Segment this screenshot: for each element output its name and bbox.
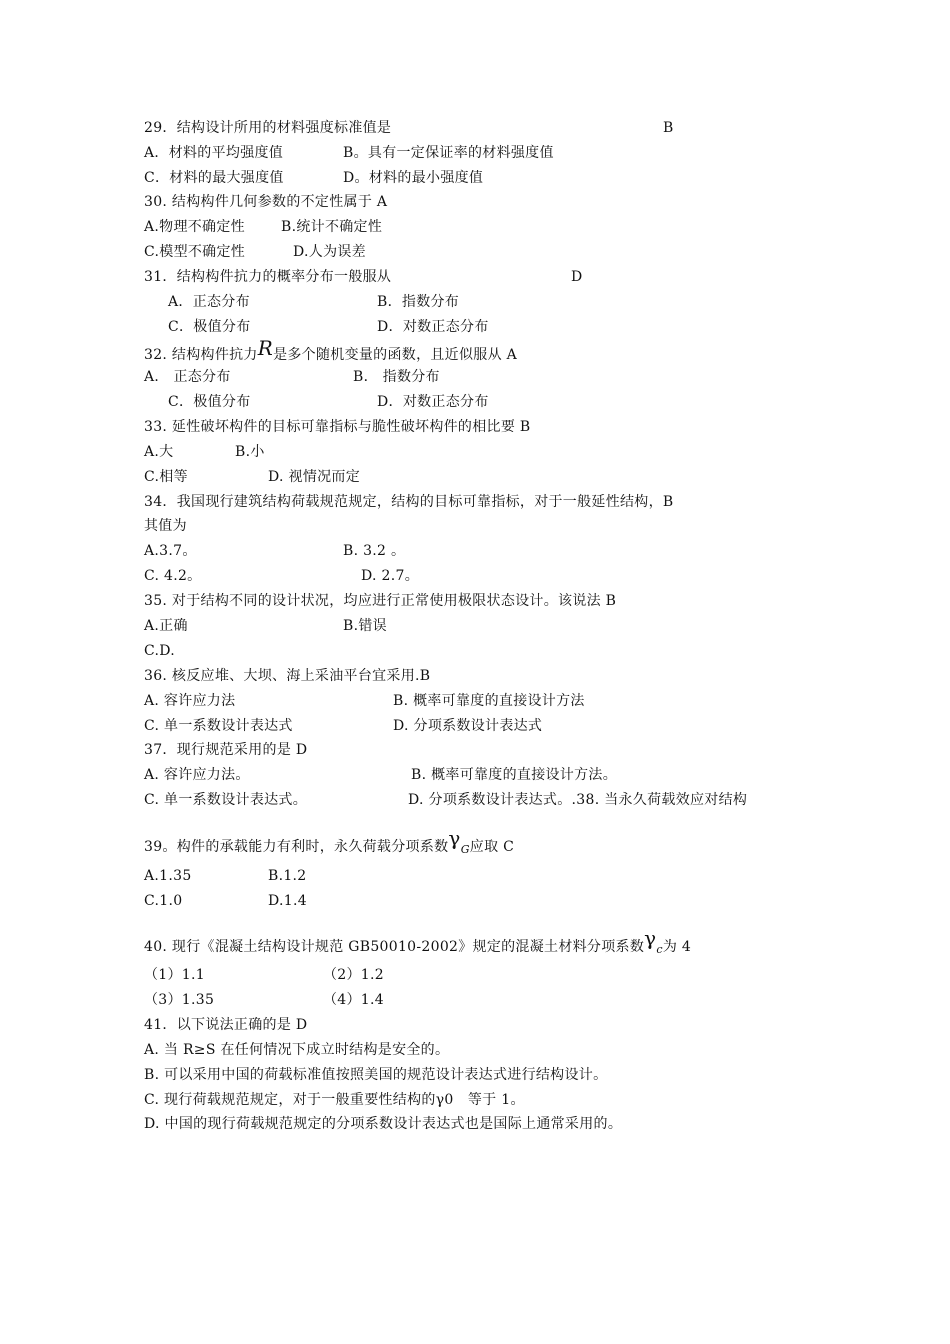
question-35-stem: 35. 对于结构不同的设计状况，均应进行正常使用极限状态设计。该说法 B — [144, 593, 617, 609]
question-36-option-d: D. 分项系数设计表达式 — [393, 718, 543, 734]
question-29-option-d: D。材料的最小强度值 — [343, 170, 484, 186]
question-29-stem: 29．结构设计所用的材料强度标准值是 — [144, 120, 392, 136]
question-29-option-a: A．材料的平均强度值 — [144, 145, 284, 161]
question-34-option-b: B. 3.2 。 — [343, 543, 406, 559]
question-32-option-d: D．对数正态分布 — [377, 394, 489, 410]
question-36-option-a: A. 容许应力法 — [144, 693, 236, 709]
question-35-option-b: B.错误 — [343, 618, 387, 634]
question-39-option-b: B.1.2 — [268, 868, 307, 884]
question-32-option-b: B． 指数分布 — [353, 369, 440, 385]
question-33-option-c: C.相等 — [144, 469, 188, 485]
symbol-gamma: γ — [448, 826, 461, 850]
question-40-option-3: （3）1.35 — [144, 992, 215, 1008]
question-37-option-a: A. 容许应力法。 — [144, 767, 250, 783]
question-31-option-c: C．极值分布 — [168, 319, 251, 335]
question-33-stem: 33. 延性破坏构件的目标可靠指标与脆性破坏构件的相比要 B — [144, 419, 531, 435]
question-35-option-cd: C.D. — [144, 643, 176, 659]
question-39-option-a: A.1.35 — [144, 868, 192, 884]
question-30-option-d: D.人为误差 — [293, 244, 366, 260]
question-34-option-c: C. 4.2。 — [144, 568, 202, 584]
question-36-option-c: C. 单一系数设计表达式 — [144, 718, 293, 734]
question-33-option-a: A.大 — [144, 444, 174, 460]
question-41-option-c: C. 现行荷载规范规定，对于一般重要性结构的γ0 等于 1。 — [144, 1092, 525, 1108]
question-29-option-c: C．材料的最大强度值 — [144, 170, 284, 186]
question-39-stem: 39。构件的承载能力有利时，永久荷载分项系数γG应取 C — [144, 826, 515, 856]
question-30-stem: 30. 结构构件几何参数的不定性属于 A — [144, 194, 388, 210]
question-41-option-d: D. 中国的现行荷载规范规定的分项系数设计表达式也是国际上通常采用的。 — [144, 1116, 623, 1132]
question-31-option-a: A．正态分布 — [168, 294, 250, 310]
question-32-option-a: A． 正态分布 — [144, 369, 231, 385]
question-34-stem: 34．我国现行建筑结构荷载规范规定，结构的目标可靠指标，对于一般延性结构，B — [144, 494, 674, 510]
question-33-option-b: B.小 — [235, 444, 265, 460]
question-40-option-4: （4）1.4 — [323, 992, 384, 1008]
question-37-option-c: C. 单一系数设计表达式。 — [144, 792, 308, 808]
question-37-stem: 37．现行规范采用的是 D — [144, 742, 308, 758]
question-30-option-a: A.物理不确定性 — [144, 219, 245, 235]
question-32-option-c: C．极值分布 — [168, 394, 251, 410]
question-31-stem: 31．结构构件抗力的概率分布一般服从 — [144, 269, 392, 285]
question-34-stem-continued: 其值为 — [144, 518, 187, 534]
question-31-answer: D — [571, 269, 583, 285]
question-40-stem: 40. 现行《混凝土结构设计规范 GB50010-2002》规定的混凝土材料分项系数γc为 4 — [144, 926, 692, 956]
question-41-stem: 41．以下说法正确的是 D — [144, 1017, 308, 1033]
question-39-option-d: D.1.4 — [268, 893, 307, 909]
question-32-stem: 32. 结构构件抗力R是多个随机变量的函数，且近似服从 A — [144, 336, 518, 363]
question-40-option-1: （1）1.1 — [144, 967, 205, 983]
question-35-option-a: A.正确 — [144, 618, 188, 634]
question-31-option-d: D．对数正态分布 — [377, 319, 489, 335]
question-39-option-c: C.1.0 — [144, 893, 183, 909]
question-30-option-c: C.模型不确定性 — [144, 244, 246, 260]
symbol-subscript: c — [656, 943, 663, 956]
question-41-option-b: B. 可以采用中国的荷载标准值按照美国的规范设计表达式进行结构设计。 — [144, 1067, 608, 1083]
question-34-option-a: A.3.7。 — [144, 543, 197, 559]
question-29-option-b: B。具有一定保证率的材料强度值 — [343, 145, 554, 161]
question-37-option-d: D. 分项系数设计表达式。.38. 当永久荷载效应对结构 — [408, 792, 748, 808]
symbol-subscript: G — [460, 843, 470, 856]
question-36-stem: 36. 核反应堆、大坝、海上采油平台宜采用.B — [144, 668, 431, 684]
symbol-r: R — [257, 336, 274, 360]
question-41-option-a: A. 当 R≥S 在任何情况下成立时结构是安全的。 — [144, 1042, 450, 1058]
symbol-gamma: γ — [644, 926, 657, 950]
question-29-answer: B — [663, 120, 674, 136]
question-37-option-b: B. 概率可靠度的直接设计方法。 — [411, 767, 617, 783]
question-36-option-b: B. 概率可靠度的直接设计方法 — [393, 693, 585, 709]
question-34-option-d: D. 2.7。 — [361, 568, 419, 584]
question-33-option-d: D. 视情况而定 — [268, 469, 361, 485]
question-40-option-2: （2）1.2 — [323, 967, 384, 983]
question-31-option-b: B．指数分布 — [377, 294, 460, 310]
question-30-option-b: B.统计不确定性 — [281, 219, 383, 235]
